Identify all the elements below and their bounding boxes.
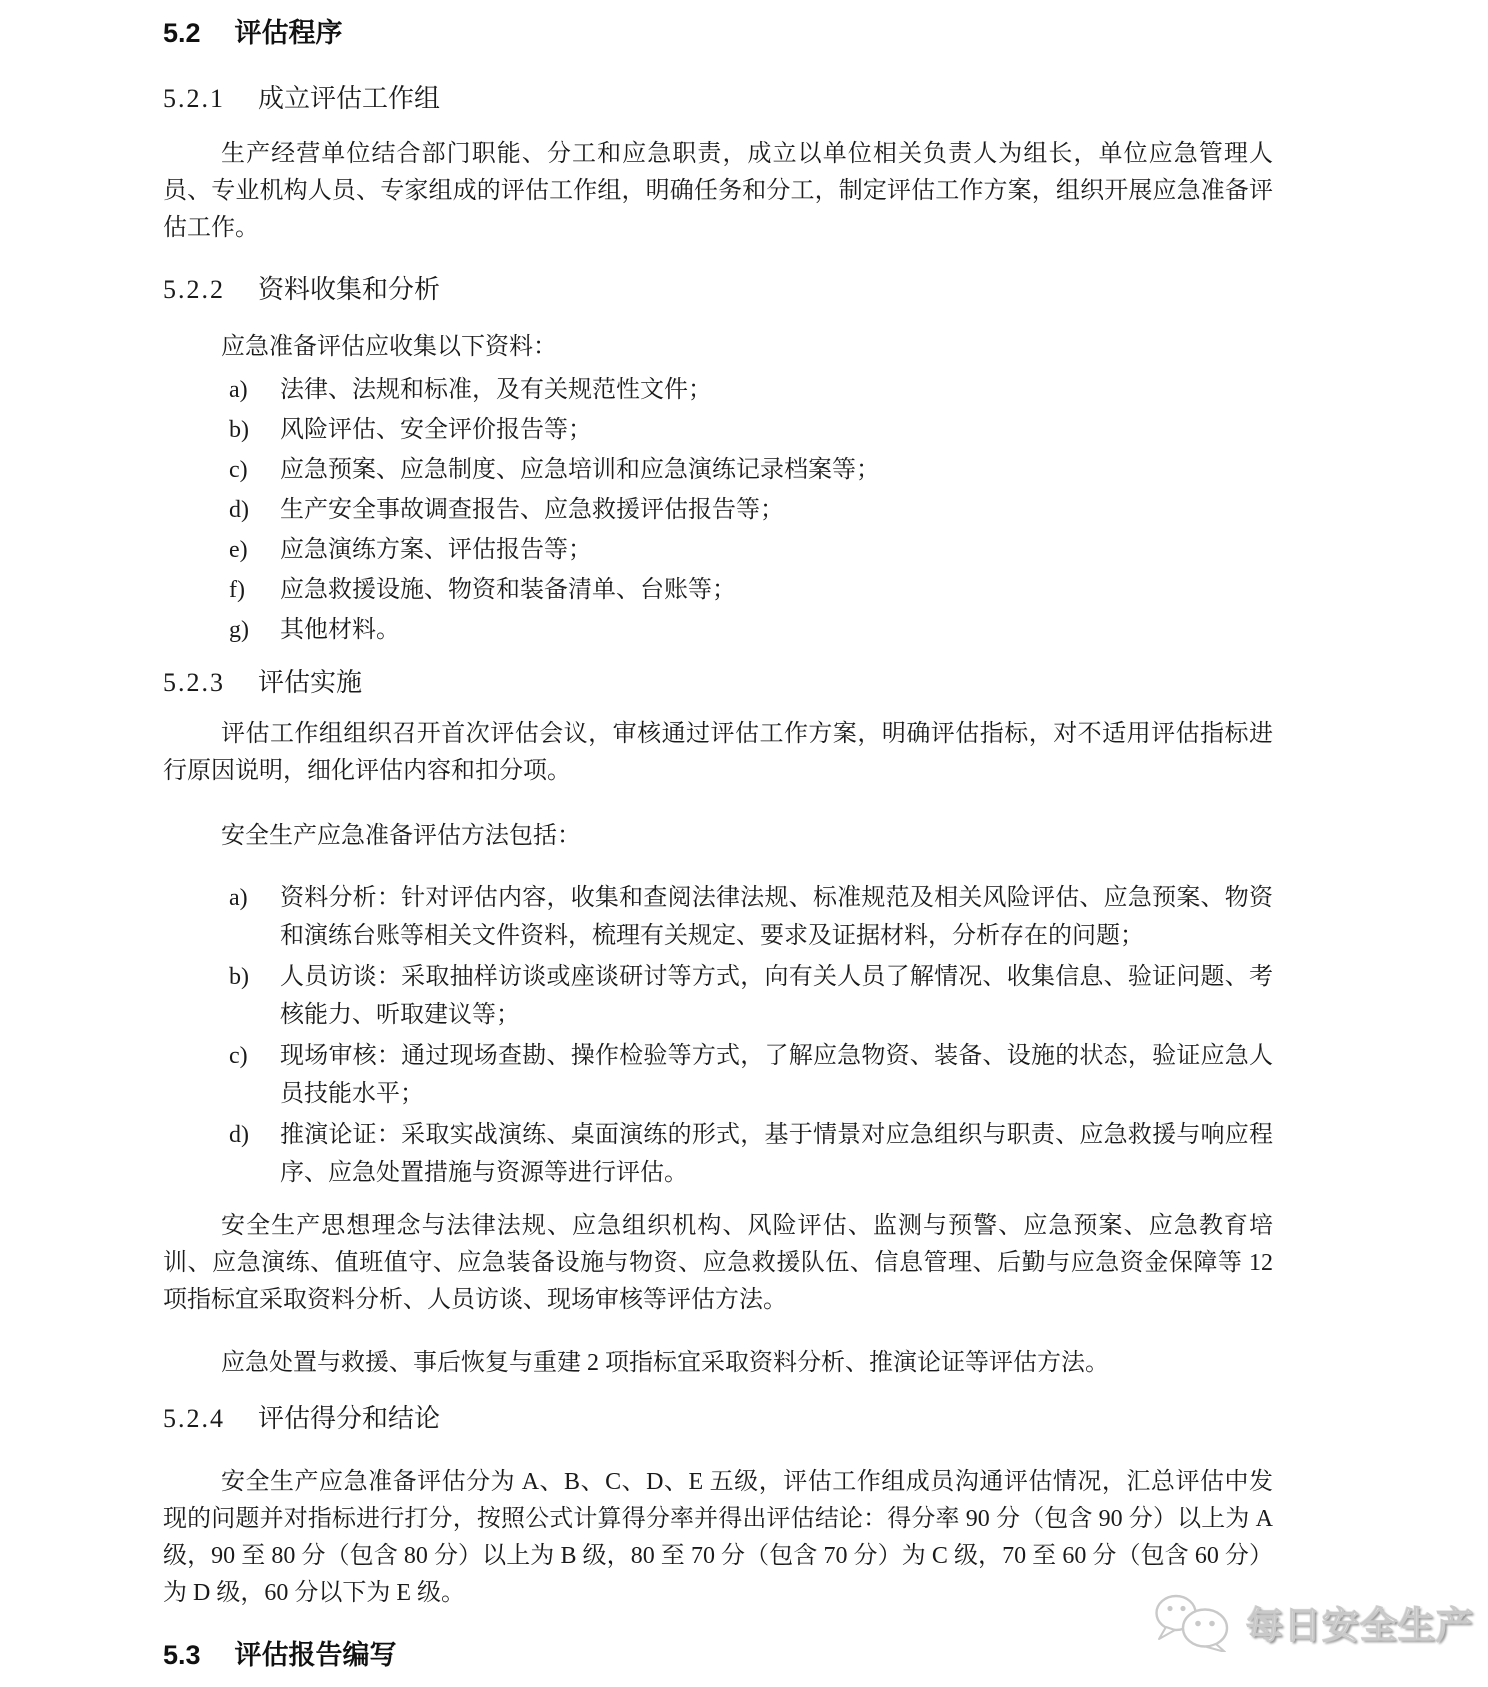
heading-5-2-4-number: 5.2.4 — [163, 1404, 225, 1433]
list-item-label: f) — [229, 577, 245, 603]
list-item — [229, 879, 1273, 955]
list-item — [229, 958, 1273, 1034]
list-item — [229, 490, 1273, 530]
paragraph-5-2-2-intro: 应急准备评估应收集以下资料： — [221, 334, 557, 360]
heading-5-2 — [163, 16, 1273, 50]
list-item-label: d) — [229, 497, 249, 523]
list-item-label: a) — [229, 885, 248, 911]
list-item-text: 法律、法规和标准，及有关规范性文件； — [280, 377, 712, 403]
heading-5-2-2 — [163, 273, 1273, 307]
list-item-label: d) — [229, 1122, 249, 1148]
list-item-text: 生产安全事故调查报告、应急救援评估报告等； — [280, 497, 784, 523]
paragraph-5-2-3-intro: 安全生产应急准备评估方法包括： — [221, 823, 581, 849]
list-item-text: 应急演练方案、评估报告等； — [280, 537, 592, 563]
heading-5-2-3-number: 5.2.3 — [163, 668, 225, 697]
list-item — [229, 1116, 1273, 1192]
list-item — [229, 450, 1273, 490]
heading-5-2-1 — [163, 82, 1273, 116]
heading-5-2-title: 评估程序 — [234, 18, 343, 48]
heading-5-2-3 — [163, 666, 1273, 700]
heading-5-2-4-title: 评估得分和结论 — [258, 1404, 441, 1433]
paragraph-5-2-1: 生产经营单位结合部门职能、分工和应急职责，成立以单位相关负责人为组长，单位应急管理人员、专业机构人员、专家组成的评估工作组，明确任务和分工，制定评估工作方案，组织开展应急准备评估工作。 — [163, 141, 1273, 241]
list-item — [229, 370, 1273, 410]
heading-5-2-2-number: 5.2.2 — [163, 275, 225, 304]
list-item-label: c) — [229, 457, 248, 483]
heading-5-2-1-title: 成立评估工作组 — [258, 84, 441, 113]
list-item-label: b) — [229, 417, 249, 443]
watermark — [1146, 1592, 1474, 1652]
list-item-label: b) — [229, 964, 249, 990]
heading-5-2-1-number: 5.2.1 — [163, 84, 225, 113]
heading-5-2-3-title: 评估实施 — [258, 668, 363, 697]
paragraph-5-2-3-two-items: 应急处置与救援、事后恢复与重建 2 项指标宜采取资料分析、推演论证等评估方法。 — [221, 1350, 1109, 1376]
heading-5-2-2-title: 资料收集和分析 — [258, 275, 441, 304]
list-5-2-2 — [163, 370, 1273, 650]
list-item-label: c) — [229, 1043, 248, 1069]
heading-5-3 — [163, 1638, 1273, 1672]
list-item — [229, 570, 1273, 610]
list-item-label: g) — [229, 617, 249, 643]
paragraph-5-2-3-methods: 安全生产思想理念与法律法规、应急组织机构、风险评估、监测与预警、应急预案、应急教育培训、应急演练、值班值守、应急装备设施与物资、应急救援队伍、信息管理、后勤与应急资金保障等 12 项指标宜采取资料分析、人员访谈、现场审核等评估方法。 — [163, 1213, 1273, 1313]
list-item — [229, 410, 1273, 450]
list-item — [229, 1037, 1273, 1113]
list-item-label: a) — [229, 377, 248, 403]
watermark-brand-text: 每日安全生产 — [1246, 1605, 1474, 1646]
list-item-text: 其他材料。 — [280, 617, 400, 643]
list-item-text: 风险评估、安全评价报告等； — [280, 417, 592, 443]
list-item — [229, 530, 1273, 570]
paragraph-5-2-4: 安全生产应急准备评估分为 A、B、C、D、E 五级，评估工作组成员沟通评估情况，汇总评估中发现的问题并对指标进行打分，按照公式计算得分率并得出评估结论：得分率 90 分（包含 90 分）以上为 A 级，90 至 80 分（包含 80 分）以上为 B 级，80 至 70 分（包含 70 分）为 C 级，70 至 60 分（包含 60 分）为 D 级，60 分以下为 E 级。 — [163, 1469, 1273, 1606]
list-item-text: 资料分析：针对评估内容，收集和查阅法律法规、标准规范及相关风险评估、应急预案、物资和演练台账等相关文件资料，梳理有关规定、要求及证据材料，分析存在的问题； — [280, 885, 1273, 949]
list-item-text: 应急救援设施、物资和装备清单、台账等； — [280, 577, 736, 603]
list-item-text: 现场审核：通过现场查勘、操作检验等方式，了解应急物资、装备、设施的状态，验证应急人员技能水平； — [280, 1043, 1273, 1107]
heading-5-3-number: 5.3 — [163, 1640, 201, 1670]
list-item — [229, 610, 1273, 650]
list-5-2-3 — [163, 879, 1273, 1192]
heading-5-2-number: 5.2 — [163, 18, 201, 48]
heading-5-2-4 — [163, 1402, 1273, 1436]
list-item-text: 人员访谈：采取抽样访谈或座谈研讨等方式，向有关人员了解情况、收集信息、验证问题、考核能力、听取建议等； — [280, 964, 1273, 1028]
list-item-text: 推演论证：采取实战演练、桌面演练的形式，基于情景对应急组织与职责、应急救援与响应程序、应急处置措施与资源等进行评估。 — [280, 1122, 1273, 1186]
list-item-text: 应急预案、应急制度、应急培训和应急演练记录档案等； — [280, 457, 880, 483]
list-item-label: e) — [229, 537, 248, 563]
paragraph-5-2-3-1: 评估工作组组织召开首次评估会议，审核通过评估工作方案，明确评估指标，对不适用评估指标进行原因说明，细化评估内容和扣分项。 — [163, 721, 1273, 784]
heading-5-3-title: 评估报告编写 — [234, 1640, 397, 1670]
wechat-icon — [1146, 1592, 1240, 1652]
